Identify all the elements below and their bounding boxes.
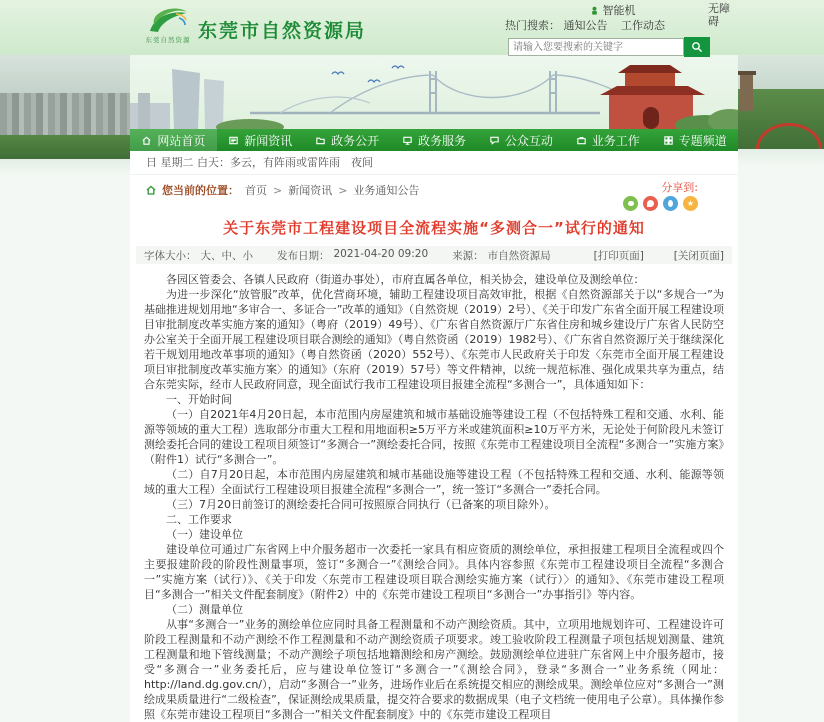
nav-item-gov-disclosure[interactable]: 政务公开 — [304, 129, 391, 151]
search-input[interactable] — [508, 38, 684, 56]
weibo-icon[interactable] — [643, 196, 658, 211]
paragraph: （三）7月20日前签订的测绘委托合同可按照原合同执行（已备案的项目除外）。 — [166, 498, 556, 511]
paragraph: 一、开始时间 — [166, 393, 232, 406]
share-block — [623, 182, 698, 211]
right-water — [738, 149, 824, 165]
content-area — [130, 151, 738, 722]
paragraph: 二、工作要求 — [166, 513, 232, 526]
news-icon — [228, 135, 239, 146]
pagoda-tower — [740, 75, 753, 111]
weather-bar: 日 星期二 白天：多云，有阵雨或雷阵雨 夜间 — [130, 151, 738, 175]
paragraph: （一）自2021年4月20日起，本市范围内房屋建筑和城市基础设施等建设工程（不包括特殊工程和交通、水利、能源等领域的重大工程）选取部分市重大工程和用地面积≥5万平方米或建筑面积≥10万平方米，无论处于何阶段凡未签订测绘委托合同的建设工程项目须签订“多测合一”测绘委托合同，按照《东莞市工程建设项目全流程“多测合一”实施方案》（附件1）试行“多测合一”。 — [144, 408, 724, 466]
nav-item-home[interactable]: 网站首页 — [130, 129, 217, 151]
publish-date-label: 发布日期： — [277, 249, 330, 262]
main-column — [130, 0, 738, 722]
banner-illustration — [130, 55, 738, 129]
right-trees — [738, 89, 824, 149]
paragraph: （二）自7月20日起，本市范围内房屋建筑和城市基础设施等建设工程（不包括特殊工程和交通、水利、能源等领域的重大工程）全面试行工程建设项目报建全流程“多测合一”，统一签订“多测合一”委托合同。 — [144, 468, 724, 496]
nav-item-special-channels[interactable]: 专题频道 — [651, 129, 738, 151]
right-scenery-photo — [738, 55, 824, 175]
banner-cityscape-graphic — [130, 55, 738, 129]
breadcrumb — [146, 182, 419, 198]
breadcrumb-row — [130, 175, 738, 211]
share-icons — [623, 196, 698, 211]
breadcrumb-link-notices[interactable]: 业务通知公告 — [353, 184, 420, 197]
hot-search-link-notices[interactable]: 通知公告 — [563, 19, 608, 32]
briefcase-icon — [576, 135, 587, 146]
site-header — [130, 0, 738, 55]
home-icon — [141, 135, 152, 146]
article-meta-bar — [136, 246, 732, 264]
hot-search-link-worknews[interactable]: 工作动态 — [621, 19, 665, 32]
hot-search-label: 热门搜索： — [505, 19, 560, 32]
red-arch-bridge — [756, 123, 822, 149]
site-title: 东莞市自然资源局 — [198, 20, 367, 42]
left-city-skyline — [0, 93, 130, 135]
accessibility-link[interactable]: 无障碍 — [708, 2, 730, 28]
source-label: 来源： — [452, 249, 484, 262]
main-navigation — [130, 129, 738, 151]
paragraph: 各园区管委会、各镇人民政府（街道办事处），市府直属各单位，相关协会，建设单位及测绘单位： — [166, 273, 645, 286]
print-page-link[interactable]: [打印页面] — [593, 249, 644, 262]
breadcrumb-separator: > — [273, 183, 283, 197]
robot-icon — [590, 6, 599, 15]
search-icon — [691, 41, 703, 53]
left-trees — [0, 135, 130, 159]
logo-swoosh-icon — [144, 5, 192, 35]
publish-date: 2021-04-20 09:20 — [333, 247, 429, 260]
chat-icon — [489, 135, 500, 146]
header-tools — [498, 2, 736, 57]
nav-item-business-work[interactable]: 业务工作 — [564, 129, 651, 151]
grid-icon — [663, 135, 674, 146]
left-sky — [0, 55, 130, 93]
smart-robot-link[interactable]: 智能机 — [590, 2, 636, 18]
monitor-icon — [402, 135, 413, 146]
left-water — [0, 159, 130, 175]
hot-search-row — [498, 17, 736, 33]
nav-item-news[interactable]: 新闻资讯 — [217, 129, 304, 151]
breadcrumb-label: 您当前的位置： — [162, 184, 239, 197]
wechat-icon[interactable] — [623, 196, 638, 211]
share-label: 分享到: — [661, 181, 698, 194]
search-button[interactable] — [684, 37, 710, 57]
paragraph: （二）测量单位 — [166, 603, 243, 616]
bureau-logo — [144, 5, 192, 44]
qq-icon[interactable] — [663, 196, 678, 211]
logo-caption: 东莞自然资源 — [145, 36, 191, 44]
folder-icon — [315, 135, 326, 146]
breadcrumb-home-icon — [146, 185, 156, 195]
breadcrumb-link-home[interactable]: 首页 — [245, 184, 267, 197]
left-scenery-photo — [0, 55, 130, 175]
paragraph: 为进一步深化“放管服”改革，优化营商环境，辅助工程建设项目高效审批，根据《自然资源部关于以“多规合一”为基础推进规划用地“多审合一、多证合一”改革的通知》（自然资规（2019）2号）、《关于印发广东省全面开展工程建设项目审批制度改革实施方案的通知》（粤府（2019）49号）、《广东省自然资源厅广东省住房和城乡建设厅广东省人民防空办公室关于全面开展工程建设项目联合测绘的通知》（粤自然资函（2019）1982号）、《广东省自然资源厅关于继续深化若干规划用地改革事项的通知》（粤自然资函（2020）552号）、《东莞市人民政府关于印发〈东莞市全面开展工程建设项目审批制度改革实施方案〉的通知》（东府（2019）57号）等文件精神，以统一规范标准、强化成果共享为重点，结合东莞实际，经市人民政府同意，现全面试行我市工程建设项目报建全流程“多测合一”，具体通知如下： — [144, 288, 724, 391]
qzone-star-icon[interactable]: ★ — [683, 196, 698, 211]
font-size-options[interactable]: 大、中、小 — [200, 249, 253, 262]
breadcrumb-separator: > — [338, 183, 348, 197]
close-page-link[interactable]: [关闭页面] — [673, 249, 724, 262]
search-bar — [498, 37, 736, 57]
paragraph: （一）建设单位 — [166, 528, 243, 541]
breadcrumb-link-news[interactable]: 新闻资讯 — [288, 184, 333, 197]
font-size-label: 字体大小： — [144, 249, 197, 262]
article-body — [130, 264, 738, 722]
paragraph: 建设单位可通过广东省网上中介服务超市一次委托一家具有相应资质的测绘单位，承担报建工程项目全流程或四个主要报建阶段的阶段性测量事项，签订“多测合一”《测绘合同》。具体内容参照《东莞市工程建设项目全流程“多测合一”实施方案（试行）》、《关于印发〈东莞市工程建设项目联合测绘实施方案（试行）〉的通知》、《东莞市建设工程项目“多测合一”相关文件配套制度》（附件2）中的《东莞市建设工程项目“多测合一”办事指引》等内容。 — [144, 543, 724, 601]
article-title: 关于东莞市工程建设项目全流程实施“多测合一”试行的通知 — [223, 219, 645, 237]
paragraph: 从事“多测合一”业务的测绘单位应同时具备工程测量和不动产测绘资质。其中，立项用地规划许可、工程建设许可阶段工程测量和不动产测绘不作工程测量和不动产测绘资质子项要求。竣工验收阶段工程测量子项包括规划测量、建筑工程测量和地下管线测量；不动产测绘子项包括地籍测绘和房产测绘。鼓励测绘单位进驻广东省网上中介服务超市，接受“多测合一”业务委托后，应与建设单位签订“多测合一”《测绘合同》，登录“多测合一”业务系统（网址：http://land.dg.gov.cn/），启动“多测合一”业务，进场作业后在系统提交相应的测绘成果。测绘单位应对“多测合一”测绘成果质量进行“二级检查”，保证测绘成果质量，提交符合要求的数据成果（电子文档统一使用电子公章）。具体操作参照《东莞市建设工程项目“多测合一”相关文件配套制度》中的《东莞市建设工程项目 — [144, 618, 724, 721]
nav-item-gov-services[interactable]: 政务服务 — [391, 129, 478, 151]
source-value: 市自然资源局 — [487, 249, 551, 262]
nav-item-public-interaction[interactable]: 公众互动 — [477, 129, 564, 151]
